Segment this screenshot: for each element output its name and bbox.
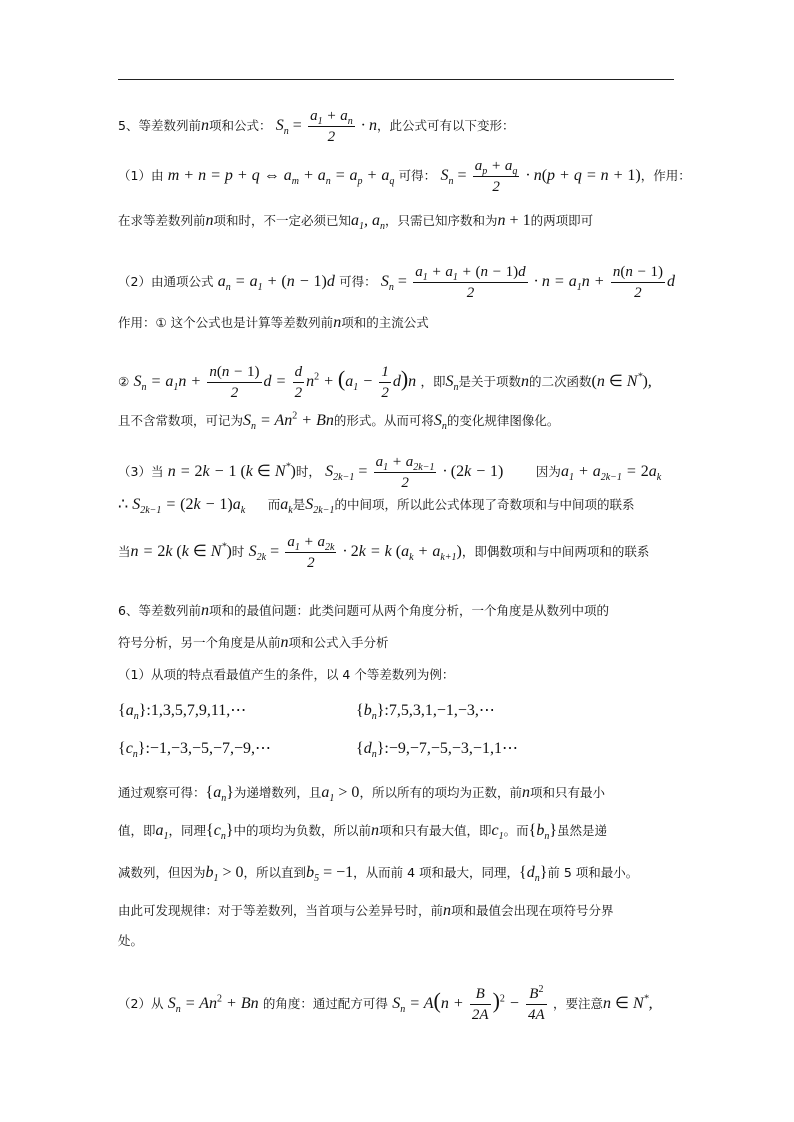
s5-p2: （2）由通项公式 $a_n = a_1 + (n - 1)d$ 可得： $S_n$ = $\frac{a_1 + a_1 + (n - 1)d}{2}$ · $n = a_1n$ + $\frac{n(n - 1)}{2}$ d <box>118 264 675 301</box>
obs-line1: 通过观察可得：$\{a_n\}$为递增数列，且$a_1 > 0$，所以所有的项均为正数，前n项和只有最小 <box>118 784 605 805</box>
obs-line3: 减数列，但因为$b_1 > 0$，所以直到$b_5 = -1$，从而前 4 项和最大，同理，$\{d_n\}$前 5 项和最小。 <box>118 864 639 885</box>
seq-a: $\{a_n\}:1,3,5,7,9,11,\cdots$ <box>118 702 247 723</box>
s5-p1: （1）由 m + n = p + q ⇔ $a_m + a_n = a_p + a_q$ 可得： $S_n$ = $\frac{a_p + a_q}{2}$ · n(p + q = n + 1)，作用： <box>118 158 691 195</box>
seq-b: $\{b_n\}:7,5,3,1,-1,-3,\cdots$ <box>356 702 495 723</box>
s5-p3-line2: ∴ $S_{2k-1} = (2k - 1)a_k$ 而$a_k$是$S_{2k-1}$的中间项，所以此公式体现了奇数项和与中间项的联系 <box>118 496 635 517</box>
s5-p2-line2: 且不含常数项，可记为$S_n = An^2 + Bn$的形式。从而可将$S_n$的变化规律图像化。 <box>118 410 560 433</box>
s6-p1: （1）从项的特点看最值产生的条件，以 4 个等差数列为例： <box>118 667 455 682</box>
s6-title: 6、等差数列前n项和的最值问题：此类问题可从两个角度分析，一个角度是从数列中项的 <box>118 602 609 619</box>
obs-line2: 值，即$a_1$，同理$\{c_n\}$中的项均为负数，所以前n项和只有最大值，即$c_1$。而$\{b_n\}$虽然是递 <box>118 822 608 843</box>
s5-p1-line2: 在求等差数列前n项和时，不一定必须已知$a_1$, $a_n$，只需已知序数和为n + 1的两项即可 <box>118 212 594 233</box>
seq-d: $\{d_n\}:-9,-7,-5,-3,-1,1\cdots$ <box>356 740 518 761</box>
seq-c: $\{c_n\}:-1,-3,-5,-7,-9,\cdots$ <box>118 740 272 761</box>
s5-title: 5、等差数列前n项和公式： $S_n$ = $\frac{a_1 + a_n}{2}$ · n，此公式可有以下变形： <box>118 108 515 145</box>
s5-p2-use: 作用：① 这个公式也是计算等差数列前n项和的主流公式 <box>118 314 429 331</box>
s6-p2: （2）从 $S_n = An^2 + Bn$ 的角度：通过配方可得 $S_n = A(n$ + $\frac{B}{2A}$ )$^2$ − $\frac{B^2}{4A}$ ，要注意n ∈ N*, <box>118 984 653 1023</box>
header-rule <box>118 79 674 80</box>
s6-line2: 符号分析，另一个角度是从前n项和公式入手分析 <box>118 634 389 651</box>
fraction: $\frac{a_1 + a_n}{2}$ <box>310 108 353 145</box>
s5-p3: （3）当 n = 2k − 1 (k ∈ N*)时， $S_{2k-1}$ = $\frac{a_1 + a_{2k-1}}{2}$ · (2k − 1) 因为$a_1 + a_{2k-1} = 2a_k$ <box>118 454 662 491</box>
obs-line4: 由此可发现规律：对于等差数列，当首项与公差异号时，前n项和最值会出现在项符号分界 <box>118 902 614 919</box>
obs-line5: 处。 <box>118 933 144 948</box>
s5-p3-line3: 当n = 2k (k ∈ N*)时 $S_{2k}$ = $\frac{a_1 + a_{2k}}{2}$ · 2k = k $(a_k + a_{k+1})$，即偶数项和与中间两项和的联系 <box>118 534 650 571</box>
s5-p2-circ2: ② $S_n = a_1n$ + $\frac{n(n - 1)}{2}$ d = $\frac{d}{2}$ $n^2 + (a_1$ − $\frac{1}{2}$ d)n ，即$S_n$是关于项数n的二次函数(n ∈ N*), <box>118 364 652 401</box>
